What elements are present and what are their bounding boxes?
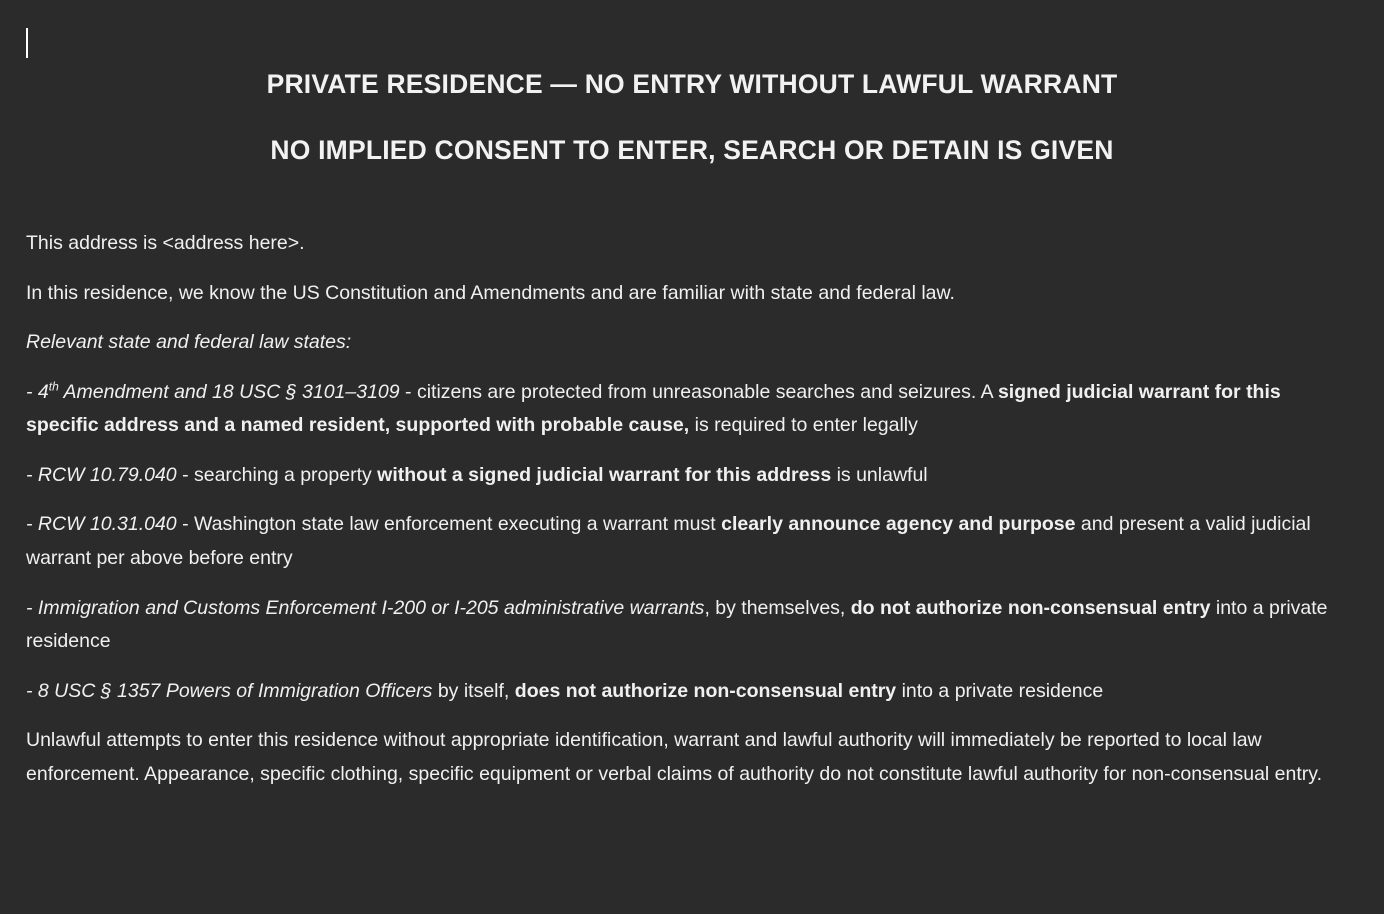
law-item-citation-prefix: - 4 bbox=[26, 380, 49, 403]
law-item-text-2: is required to enter legally bbox=[689, 414, 918, 437]
law-item-citation: - Immigration and Customs Enforcement I-200 or I-205 administrative warrants bbox=[26, 596, 705, 619]
document-heading-secondary: NO IMPLIED CONSENT TO ENTER, SEARCH OR DETAIN IS GIVEN bbox=[270, 135, 1114, 166]
law-item-bold-1: clearly announce agency and purpose bbox=[721, 513, 1076, 536]
law-item-citation: - RCW 10.31.040 bbox=[26, 513, 177, 536]
text-caret bbox=[26, 28, 28, 58]
document-body bbox=[0, 227, 1384, 791]
law-intro-line: Relevant state and federal law states: bbox=[26, 331, 352, 354]
closing-paragraph: Unlawful attempts to enter this residence without appropriate identification, warrant and lawful authority will immediately be reported to local law enforcement. Appearance, specific clothing, specific equipment or verbal claims of authority do not constitute lawful authority for non-consensual entry. bbox=[26, 729, 1322, 785]
knowledge-line: In this residence, we know the US Constitution and Amendments and are familiar with state and federal law. bbox=[26, 281, 955, 304]
address-line: This address is <address here>. bbox=[26, 232, 305, 255]
law-item-text-1: - Washington state law enforcement executing a warrant must bbox=[176, 513, 722, 536]
law-item bbox=[26, 508, 1358, 575]
law-item-citation-rest: Amendment and 18 USC § 3101–3109 bbox=[58, 380, 400, 403]
law-item bbox=[26, 592, 1358, 659]
law-item-text-1: by itself, bbox=[432, 679, 515, 702]
law-item-text-1: - searching a property bbox=[176, 463, 378, 486]
heading-block bbox=[0, 0, 1384, 165]
law-item-text-2: into a private residence bbox=[896, 679, 1104, 702]
law-item-citation: - RCW 10.79.040 bbox=[26, 463, 177, 486]
law-item-citation: - 8 USC § 1357 Powers of Immigration Officers bbox=[26, 679, 433, 702]
law-item-text-2: into a private residence bbox=[26, 596, 1328, 653]
law-item-bold-1: without a signed judicial warrant for this address bbox=[377, 463, 832, 486]
law-item bbox=[26, 459, 1358, 493]
law-item-bold-1: signed judicial warrant for this specific address and a named resident, supported with probable cause, bbox=[26, 380, 1281, 437]
law-item-bold-1: do not authorize non-consensual entry bbox=[850, 596, 1211, 619]
law-item-text-1: - citizens are protected from unreasonable searches and seizures. A bbox=[399, 380, 998, 403]
document-heading-primary: PRIVATE RESIDENCE — NO ENTRY WITHOUT LAWFUL WARRANT bbox=[266, 69, 1118, 99]
law-item-text-2: is unlawful bbox=[831, 463, 928, 486]
law-item-bold-1: does not authorize non-consensual entry bbox=[514, 679, 897, 702]
law-item-text-1: , by themselves, bbox=[704, 596, 851, 619]
law-item bbox=[26, 376, 1358, 443]
law-item-text-2: and present a valid judicial warrant per above before entry bbox=[26, 513, 1311, 569]
law-item bbox=[26, 675, 1358, 709]
law-item-citation-superscript: th bbox=[48, 379, 59, 394]
